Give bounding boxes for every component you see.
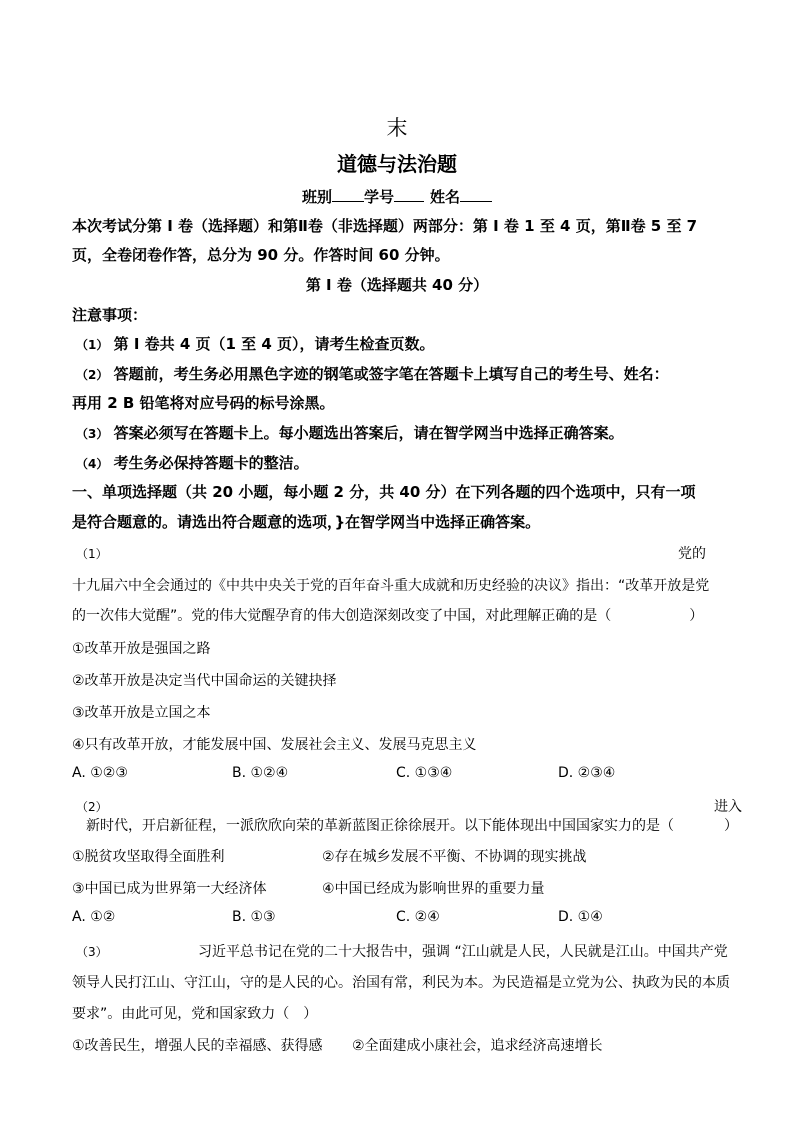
notice-num: （2） [76,368,109,382]
q1-stem-1: 十九届六中全会通过的《中共中央关于党的百年奋斗重大成就和历史经验的决议》指出：“改革开放是党 [72,578,710,594]
notice-num: （3） [76,427,109,441]
q2-paren-close: ） [724,818,738,834]
q2-item-1: ①脱贫攻坚取得全面胜利 [72,849,225,865]
subject-title: 道德与法治题 [337,152,457,176]
q3-stem-1: 习近平总书记在党的二十大报告中，强调 “江山就是人民，人民就是江山。中国共产党 [198,944,728,960]
q1-tail: 党的 [678,546,706,562]
name-label: 姓名 [430,188,461,206]
notice-text: 答案必须写在答题卡上。每小题选出答案后，请在智学网当中选择正确答案。 [113,424,624,442]
id-blank [394,187,424,202]
q3-stem-3: 要求”。由此可见，党和国家致力（ ） [72,1006,318,1022]
section-title: 第 Ⅰ 卷（选择题共 40 分） [305,276,489,294]
q3-stem-2: 领导人民打江山、守江山，守的是人民的心。治国有常，利民为本。为民造福是立党为公、执政为民的本质 [72,975,730,991]
class-label: 班别 [301,188,332,206]
name-blank [460,187,492,202]
q2-item-3: ③中国已成为世界第一大经济体 [72,881,267,897]
notice-num: （4） [76,457,109,471]
q2-number: （2） [76,800,108,814]
q1-item-3: ③改革开放是立国之本 [72,705,211,721]
notice-text: 第 Ⅰ 卷共 4 页（1 至 4 页），请考生检查页数。 [113,335,435,353]
notice-1 [76,333,435,354]
q1-item-1: ①改革开放是强国之路 [72,641,211,657]
q2-stem-1-text: 新时代，开启新征程，一派欣欣向荣的革新蓝图正徐徐展开。以下能体现出中国国家实力的是（ [86,818,674,834]
q3-item-2: ②全面建成小康社会，追求经济高速增长 [352,1038,603,1054]
notice-2 [76,363,669,384]
student-info-line [0,186,794,207]
part1-instructions-2: 是符合题意的。请选出符合题意的选项，}在智学网当中选择正确答案。 [72,513,541,531]
q1-option-c[interactable]: C. ①③④ [396,765,453,781]
q1-stem-2-text: 的一次伟大觉醒”。党的伟大觉醒孕育的伟大创造深刻改变了中国，对此理解正确的是（ [72,608,612,624]
q1-number: （1） [76,547,108,561]
notice-text: 考生务必保持答题卡的整洁。 [113,454,309,472]
class-blank [332,187,364,202]
notice-2-cont: 再用 2 B 铅笔将对应号码的标号涂黑。 [72,394,335,412]
q1-option-a[interactable]: A. ①②③ [72,765,128,781]
notice-text: 答题前，考生务必用黑色字迹的钢笔或签字笔在答题卡上填写自己的考生号、姓名： [113,365,669,383]
q2-option-c[interactable]: C. ②④ [396,909,440,925]
q1-item-4: ④只有改革开放，才能发展中国、发展社会主义、发展马克思主义 [72,737,477,753]
q3-item-1: ①改善民生，增强人民的幸福感、获得感 [72,1038,323,1054]
q2-option-a[interactable]: A. ①② [72,909,116,925]
notice-num: （1） [76,338,109,352]
q2-stem-1 [86,815,738,835]
header-title: 末 [386,116,408,140]
q2-option-d[interactable]: D. ①④ [558,909,603,925]
id-label: 学号 [363,188,394,206]
notice-title: 注意事项： [72,306,148,324]
notice-4 [76,452,309,473]
q1-stem-2 [72,605,703,625]
q1-option-d[interactable]: D. ②③④ [558,765,616,781]
q2-item-2: ②存在城乡发展不平衡、不协调的现实挑战 [322,849,587,865]
q1-paren-close: ） [689,608,704,624]
part1-instructions-1: 一、单项选择题（共 20 小题，每小题 2 分，共 40 分）在下列各题的四个选项中，只有一项 [72,483,696,501]
q2-tail: 进入 [714,799,742,815]
intro-line-2: 页，全卷闭卷作答，总分为 90 分。作答时间 60 分钟。 [72,246,450,264]
notice-3 [76,422,624,443]
intro-line-1: 本次考试分第 Ⅰ 卷（选择题）和第Ⅱ卷（非选择题）两部分：第 Ⅰ 卷 1 至 4 页，第Ⅱ卷 5 至 7 [72,217,698,235]
q1-item-2: ②改革开放是决定当代中国命运的关键抉择 [72,673,337,689]
q1-option-b[interactable]: B. ①②④ [232,765,289,781]
q2-option-b[interactable]: B. ①③ [232,909,276,925]
q3-number: （3） [76,945,108,959]
q2-item-4: ④中国已经成为影响世界的重要力量 [322,881,545,897]
